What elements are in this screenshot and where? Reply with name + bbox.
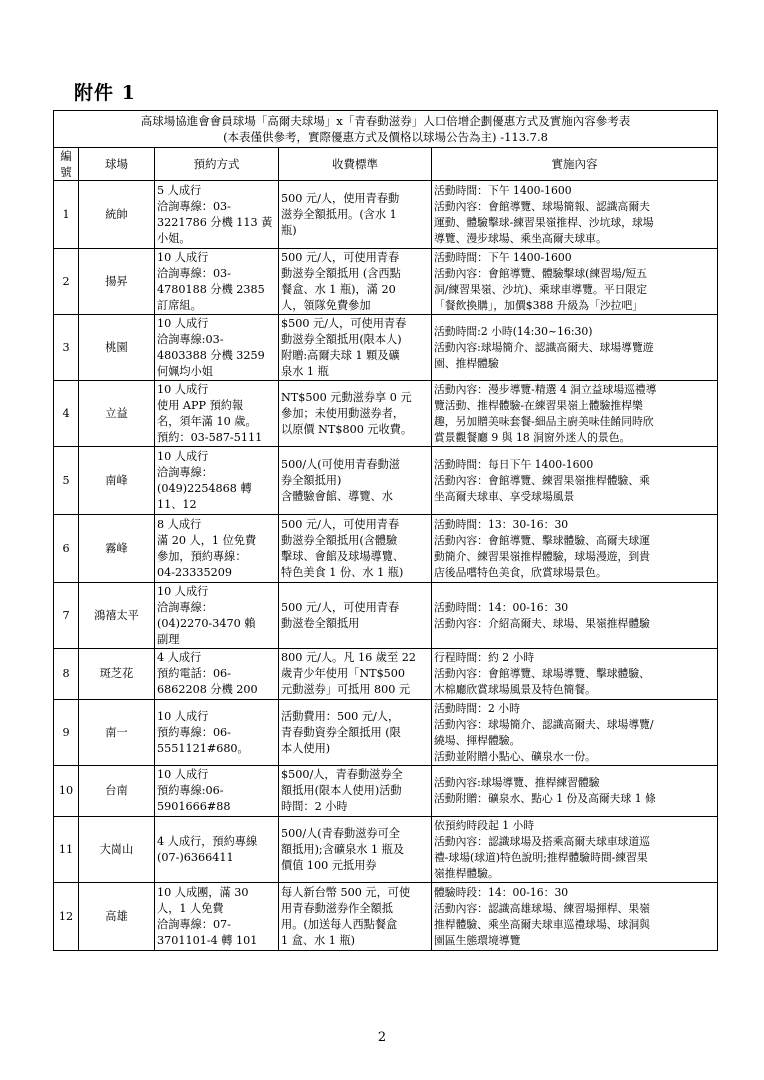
row-number: 1 (54, 181, 79, 249)
course-name: 南峰 (79, 447, 155, 515)
table-row (54, 181, 718, 249)
reservation-method: 10 人成行 預約專線：06- 5551121#680。 (155, 700, 279, 766)
row-number: 3 (54, 315, 79, 381)
course-name: 統帥 (79, 181, 155, 249)
table-title-line2: (本表僅供參考，實際優惠方式及價格以球場公告為主) -113.7.8 (223, 130, 548, 144)
activity-content: 活動時間：下午 1400-1600 活動內容：會館導覽、球場簡報、認識高爾夫 運動、體驗擊球-練習果嶺推桿、沙坑球，球場 導覽、漫步球場、乘坐高爾夫球車。 (432, 181, 718, 249)
page-number: 2 (377, 1030, 387, 1045)
reservation-method: 5 人成行 洽詢專線：03- 3221786 分機 113 黃 小姐。 (155, 181, 279, 249)
row-number: 8 (54, 649, 79, 700)
row-number: 5 (54, 447, 79, 515)
reservation-method: 4 人成行，預約專線 (07-)6366411 (155, 817, 279, 883)
course-name: 台南 (79, 766, 155, 817)
table-row (54, 700, 718, 766)
table-row (54, 249, 718, 315)
activity-content: 活動時間：14：00-16：30 活動內容：介紹高爾夫、球場、果嶺推桿體驗 (432, 583, 718, 649)
course-name: 霧峰 (79, 515, 155, 583)
activity-content: 依預約時段起 1 小時 活動內容：認識球場及搭乘高爾夫球車球道巡 禮-球場(球道)特色說明;推桿體驗時間-練習果 嶺推桿體驗。 (432, 817, 718, 883)
header-no: 編號 (54, 148, 79, 181)
fee-standard: 500/人(青春動滋券可全 額抵用);含礦泉水 1 瓶及 價值 100 元抵用券 (279, 817, 432, 883)
header-content: 實施內容 (432, 148, 718, 181)
reservation-method: 10 人成行 洽詢專線：03- 4780188 分機 2385 訂席組。 (155, 249, 279, 315)
fee-standard: 500 元/人，使用青春動 滋券全額抵用。(含水 1 瓶) (279, 181, 432, 249)
course-name: 大崗山 (79, 817, 155, 883)
row-number: 6 (54, 515, 79, 583)
course-name: 南一 (79, 700, 155, 766)
row-number: 12 (54, 883, 79, 951)
row-number: 10 (54, 766, 79, 817)
header-reservation: 預約方式 (155, 148, 279, 181)
table-row (54, 649, 718, 700)
activity-content: 活動時間：2 小時 活動內容：球場簡介、認識高爾夫、球場導覽/ 繞場、揮桿體驗。 活動並附贈小點心、礦泉水一份。 (432, 700, 718, 766)
fee-standard: 500/人(可使用青春動滋 券全額抵用) 含體驗會館、導覽、水 (279, 447, 432, 515)
header-row (54, 148, 718, 181)
row-number: 11 (54, 817, 79, 883)
table-row (54, 447, 718, 515)
reservation-method: 10 人成行 洽詢專線： (049)2254868 轉 11、12 (155, 447, 279, 515)
reservation-method: 10 人成行 洽詢專線:03- 4803388 分機 3259 何姵均小姐 (155, 315, 279, 381)
table-row (54, 315, 718, 381)
table-title (54, 111, 718, 148)
course-name: 立益 (79, 381, 155, 447)
table-row (54, 883, 718, 951)
header-fee: 收費標準 (279, 148, 432, 181)
course-name: 鴻禧太平 (79, 583, 155, 649)
fee-standard: 500 元/人，可使用青春 動滋卷全額抵用 (279, 583, 432, 649)
golf-course-table (53, 110, 718, 951)
reservation-method: 8 人成行 滿 20 人，1 位免費 參加，預約專線： 04-23335209 (155, 515, 279, 583)
course-name: 斑芝花 (79, 649, 155, 700)
row-number: 4 (54, 381, 79, 447)
course-name: 桃園 (79, 315, 155, 381)
fee-standard: 800 元/人。凡 16 歲至 22 歲青少年使用「NT$500 元動滋券」可抵用 800 元 (279, 649, 432, 700)
activity-content: 活動時間：13：30-16：30 活動內容：會館導覽、擊球體驗、高爾夫球運 動簡介、練習果嶺推桿體驗，球場漫遊，到貴 店後品嚐特色美食，欣賞球場景色。 (432, 515, 718, 583)
activity-content: 活動內容:球場導覽、推桿練習體驗 活動附贈：礦泉水、點心 1 份及高爾夫球 1 條 (432, 766, 718, 817)
fee-standard: $500 元/人，可使用青春 動滋券全額抵用(限本人) 附贈:高爾夫球 1 顆及礦 泉水 1 瓶 (279, 315, 432, 381)
row-number: 2 (54, 249, 79, 315)
activity-content: 活動時間：下午 1400-1600 活動內容：會館導覽、體驗擊球(練習場/短五 洞/練習果嶺、沙坑)、乘球車導覽。平日限定 「餐飲換購」，加價$388 升級為「沙拉吧」 (432, 249, 718, 315)
activity-content: 活動時間:2 小時(14:30~16:30) 活動內容:球場簡介、認識高爾夫、球場導覽遊 園、推桿體驗 (432, 315, 718, 381)
fee-standard: $500/人，青春動滋券全 額抵用(限本人使用)活動 時間：2 小時 (279, 766, 432, 817)
activity-content: 活動內容：漫步導覽-精選 4 洞立益球場巡禮導 覽活動、推桿體驗-在練習果嶺上體驗推桿樂 趣，另加贈美味套餐-細品主廚美味佳餚同時欣 賞景觀餐廳 9 與 18 洞窗外迷人的景色。 (432, 381, 718, 447)
reservation-method: 10 人成行 使用 APP 預約報 名，須年滿 10 歲。 預約：03-587-5111 (155, 381, 279, 447)
fee-standard: 500 元/人，可使用青春 動滋券全額抵用(含體驗 擊球、會館及球場導覽、 特色美食 1 份、水 1 瓶) (279, 515, 432, 583)
reservation-method: 10 人成行 洽詢專線： (04)2270-3470 賴 副理 (155, 583, 279, 649)
fee-standard: NT$500 元動滋券享 0 元 參加；未使用動滋券者， 以原價 NT$800 元收費。 (279, 381, 432, 447)
activity-content: 行程時間：約 2 小時 活動內容：會館導覽、球場導覽、擊球體驗、 木棉廳欣賞球場風景及特色簡餐。 (432, 649, 718, 700)
fee-standard: 活動費用：500 元/人， 青春動資券全額抵用 (限 本人使用) (279, 700, 432, 766)
table-row (54, 583, 718, 649)
table-title-line1: 高球場協進會會員球場「高爾夫球場」x「青春動滋券」人口倍增企劃優惠方式及實施內容參考表 (140, 114, 631, 128)
reservation-method: 10 人成行 預約專線:06- 5901666#88 (155, 766, 279, 817)
course-name: 揚昇 (79, 249, 155, 315)
reservation-method: 4 人成行 預約電話：06- 6862208 分機 200 (155, 649, 279, 700)
reservation-method: 10 人成團，滿 30 人，1 人免費 洽詢專線：07- 3701101-4 轉 101 (155, 883, 279, 951)
activity-content: 活動時間：每日下午 1400-1600 活動內容：會館導覽、練習果嶺推桿體驗、乘 坐高爾夫球車、享受球場風景 (432, 447, 718, 515)
table-row (54, 515, 718, 583)
row-number: 9 (54, 700, 79, 766)
table-row (54, 817, 718, 883)
activity-content: 體驗時段：14：00-16：30 活動內容：認識高雄球場、練習場揮桿、果嶺 推桿體驗、乘坐高爾夫球車巡禮球場、球洞與 園區生態環境導覽 (432, 883, 718, 951)
table-row (54, 381, 718, 447)
row-number: 7 (54, 583, 79, 649)
fee-standard: 每人新台幣 500 元，可使 用青春動滋券作全額抵 用。(加送每人西點餐盒 1 盒、水 1 瓶) (279, 883, 432, 951)
course-name: 高雄 (79, 883, 155, 951)
header-course: 球場 (79, 148, 155, 181)
table-row (54, 766, 718, 817)
attachment-label: 附件 1 (74, 82, 136, 104)
fee-standard: 500 元/人，可使用青春 動滋券全額抵用 (含西點 餐盒、水 1 瓶)，滿 20 人，領隊免費參加 (279, 249, 432, 315)
